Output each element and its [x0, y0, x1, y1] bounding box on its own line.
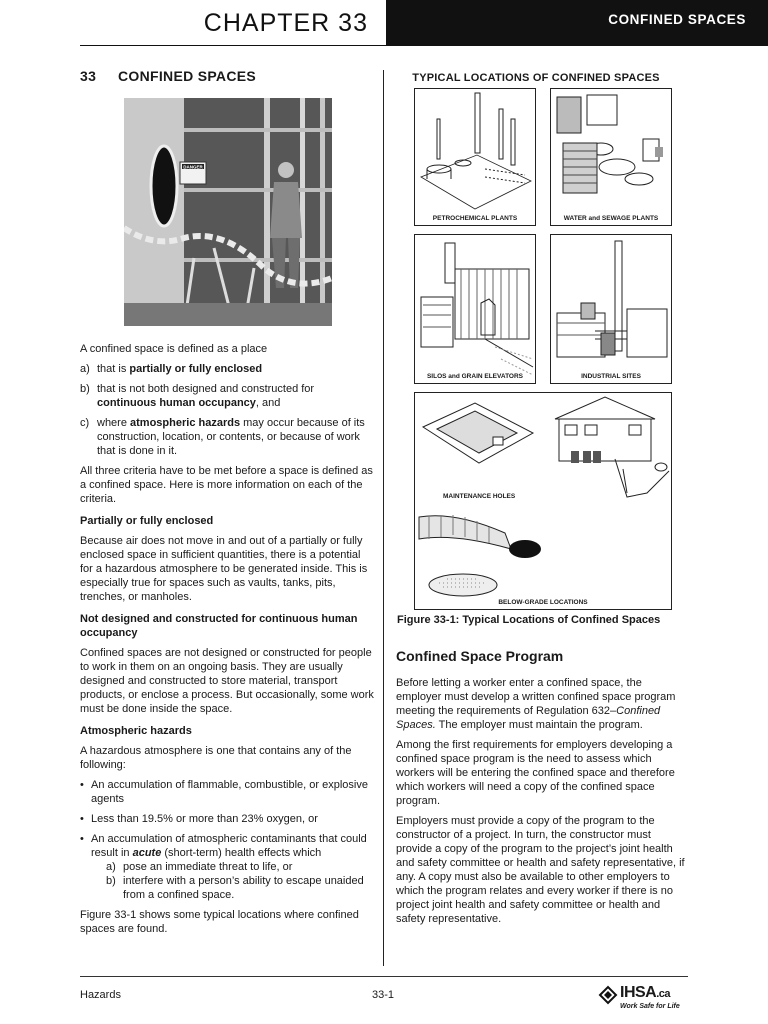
list-text: where	[97, 417, 131, 429]
petrochemical-illustration	[415, 89, 536, 226]
program-paragraph-2: Among the first requirements for employers developing a confined space program is the need to assess which workers will be entering the confined space and therefore which workers will need a copy of the confined space program.	[396, 739, 675, 807]
logo-tagline: Work Safe for Life	[620, 1003, 680, 1010]
list-text: that is not both designed and constructed for	[97, 383, 315, 395]
danger-sign-text: DANGER	[183, 164, 203, 170]
program-paragraph-3: Employers must provide a copy of the program to the constructor of a project. In turn, the constructor must provide a copy of the program to the project’s joint health and safety committee or health and safety representative, if any. A copy must also be available to other employers to which the program relates and every worker if there is no project joint health and safety committee or health and safety representative.	[396, 815, 685, 925]
ihsa-logo	[598, 984, 690, 1016]
atmospheric-paragraph: A hazardous atmosphere is one that contains any of the following:	[80, 745, 352, 771]
water-plant-illustration	[551, 89, 672, 226]
page-number: 33-1	[372, 989, 395, 1001]
section-heading	[80, 68, 376, 84]
regulation-title: Confined Spaces.	[396, 705, 661, 731]
list-text: that is	[97, 363, 130, 375]
list-text: interfere with a person’s ability to escape unaided from a confined space.	[123, 875, 364, 901]
sub-item-b	[106, 874, 376, 902]
bullet-text: Less than 19.5% or more than 23% oxygen, or	[91, 813, 318, 825]
list-emphasis: continuous human occupancy	[97, 397, 256, 409]
below-grade-illustration	[415, 393, 672, 610]
figure-title: TYPICAL LOCATIONS OF CONFINED SPACES	[412, 72, 660, 84]
page-header	[0, 0, 768, 46]
panel-label: WATER and SEWAGE PLANTS	[563, 215, 659, 222]
panel-label: PETROCHEMICAL PLANTS	[432, 215, 518, 222]
panel-petrochemical	[414, 88, 536, 226]
bullet-flammable: • An accumulation of flammable, combustible, or explosive agents	[80, 778, 376, 806]
criteria-item-a	[80, 362, 376, 376]
program-heading: Confined Space Program	[396, 648, 564, 664]
footer-section: Hazards	[80, 989, 121, 1001]
section-number: 33	[80, 68, 97, 84]
paragraph-text: Before letting a worker enter a confined space, the employer must develop a written confined space program meeting the requirements of Regulation 632–	[396, 677, 676, 717]
left-column	[80, 66, 376, 936]
list-emphasis: atmospheric hazards	[130, 417, 241, 429]
list-text: , and	[255, 397, 281, 409]
list-marker: a)	[106, 861, 116, 873]
list-marker: b)	[80, 383, 90, 395]
panel-label: INDUSTRIAL SITES	[581, 373, 641, 380]
bullet-text: An accumulation of flammable, combustible, or explosive agents	[91, 779, 368, 805]
program-body	[396, 670, 688, 926]
photo-illustration	[124, 98, 332, 326]
enclosed-paragraph: Because air does not move in and out of a partially or fully enclosed space in sufficient quantities, there is a potential for a hazardous atmosphere to be generated inside. This is especially true for spaces such as vaults, tanks, pits, trenches, or manholes.	[80, 535, 368, 603]
panel-label: SILOS and GRAIN ELEVATORS	[426, 373, 524, 380]
sub-item-a	[106, 860, 376, 874]
logo-text: IHSA.ca	[620, 984, 671, 1001]
column-divider	[383, 70, 384, 966]
occupancy-paragraph: Confined spaces are not designed or constructed for people to work in them on an ongoing basis. They are usually designed and constructed to store material, transport products, or enclose a process. But occasionally, some work must be done inside the space.	[80, 647, 374, 715]
bullet-text: (short-term) health effects which	[161, 847, 322, 859]
worker-photo	[124, 98, 332, 326]
figure-caption: Figure 33-1: Typical Locations of Confined Spaces	[397, 614, 661, 626]
subheading-atmospheric: Atmospheric hazards	[80, 725, 192, 737]
list-text: may occur because of its construction, location, or contents, or because of work that is done in it.	[97, 417, 365, 457]
program-paragraph-1	[396, 676, 688, 732]
logo-mark-icon	[598, 984, 618, 1006]
criteria-item-c	[80, 416, 376, 458]
panel-industrial	[550, 234, 672, 384]
criteria-paragraph: All three criteria have to be met before a space is defined as a confined space. Here is more information on each of the criteria.	[80, 465, 373, 505]
bullet-emphasis: acute	[132, 847, 162, 859]
definition-intro: A confined space is defined as a place	[80, 343, 268, 355]
list-text: pose an immediate threat to life, or	[123, 861, 293, 873]
list-marker: b)	[106, 875, 116, 887]
below-grade-label: BELOW-GRADE LOCATIONS	[498, 599, 588, 606]
header-band	[386, 0, 768, 46]
maintenance-holes-label: MAINTENANCE HOLES	[443, 493, 516, 500]
bullet-oxygen: • Less than 19.5% or more than 23% oxygen, or	[80, 813, 318, 825]
panel-silos	[414, 234, 536, 384]
industrial-illustration	[551, 235, 672, 384]
silos-illustration	[415, 235, 536, 384]
list-marker: a)	[80, 363, 90, 375]
panel-water-sewage	[550, 88, 672, 226]
bullet-text: An accumulation of atmospheric contaminants that could result in	[91, 833, 367, 859]
subheading-occupancy: Not designed and constructed for continuous human occupancy	[80, 613, 358, 639]
section-title: CONFINED SPACES	[118, 68, 257, 84]
panel-below-grade	[414, 392, 672, 610]
closing-paragraph: Figure 33-1 shows some typical locations where confined spaces are found.	[80, 909, 359, 935]
subheading-enclosed: Partially or fully enclosed	[80, 515, 214, 527]
bullet-contaminants: • An accumulation of atmospheric contaminants that could result in acute (short-term) health effects which	[80, 833, 367, 859]
list-marker: c)	[80, 417, 90, 429]
chapter-number: CHAPTER 33	[203, 9, 368, 37]
chapter-title: CONFINED SPACES	[608, 12, 746, 27]
header-rule	[80, 45, 386, 46]
criteria-item-b	[80, 382, 376, 410]
paragraph-text: The employer must maintain the program.	[435, 719, 643, 731]
footer-rule	[80, 976, 688, 977]
list-emphasis: partially or fully enclosed	[129, 363, 263, 375]
